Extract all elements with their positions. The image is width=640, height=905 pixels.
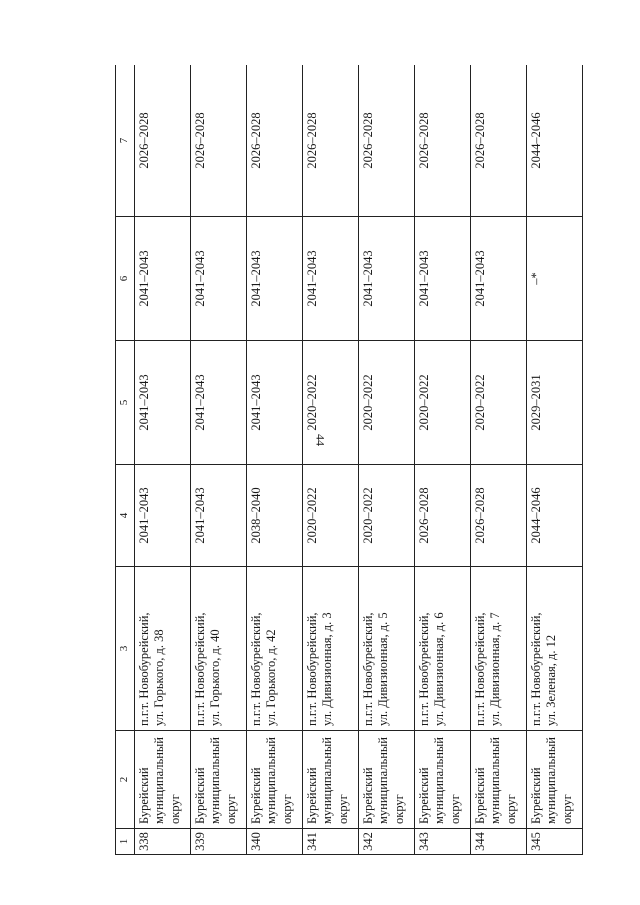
address-street: ул. Дивизионная, д. 5 <box>376 612 391 726</box>
period-cell-4: 2020–2022 <box>358 465 414 567</box>
address-settlement: п.г.т. Новобурейский, <box>304 612 319 726</box>
address-street: ул. Дивизионная, д. 6 <box>432 612 447 726</box>
district-cell: Бурейский муниципальный округ <box>526 731 582 829</box>
row-number: 339 <box>190 829 246 855</box>
row-number: 342 <box>358 829 414 855</box>
address-street: ул. Горького, д. 42 <box>264 629 279 726</box>
address-settlement: п.г.т. Новобурейский, <box>528 612 543 726</box>
district-cell: Бурейский муниципальный округ <box>190 731 246 829</box>
period-cell-5: 2020–2022 <box>302 341 358 465</box>
column-header-2: 2 <box>116 731 135 829</box>
period-cell-7: 2026–2028 <box>134 65 190 217</box>
period-cell-5: 2020–2022 <box>414 341 470 465</box>
period-cell-4: 2044–2046 <box>526 465 582 567</box>
address-settlement: п.г.т. Новобурейский, <box>136 612 151 726</box>
address-street: ул. Зеленая, д. 12 <box>544 634 559 726</box>
column-header-5: 5 <box>116 341 135 465</box>
address-cell <box>358 567 414 731</box>
period-cell-6: 2041–2043 <box>414 217 470 341</box>
table-row <box>358 65 414 855</box>
period-cell-6: 2041–2043 <box>302 217 358 341</box>
period-cell-6: 2041–2043 <box>358 217 414 341</box>
period-cell-7: 2026–2028 <box>358 65 414 217</box>
period-cell-6: 2041–2043 <box>190 217 246 341</box>
address-street: ул. Горького, д. 38 <box>152 629 167 726</box>
schedule-table <box>115 65 583 855</box>
address-cell <box>526 567 582 731</box>
table-row <box>470 65 526 855</box>
address-street: ул. Дивизионная, д. 7 <box>488 612 503 726</box>
period-cell-7: 2026–2028 <box>246 65 302 217</box>
table-row <box>526 65 582 855</box>
period-cell-7: 2026–2028 <box>302 65 358 217</box>
address-settlement: п.г.т. Новобурейский, <box>248 612 263 726</box>
period-cell-4: 2020–2022 <box>302 465 358 567</box>
address-cell <box>190 567 246 731</box>
district-cell: Бурейский муниципальный округ <box>414 731 470 829</box>
row-number: 344 <box>470 829 526 855</box>
address-cell <box>470 567 526 731</box>
period-cell-5: 2041–2043 <box>190 341 246 465</box>
address-cell <box>302 567 358 731</box>
period-cell-7: 2026–2028 <box>470 65 526 217</box>
address-settlement: п.г.т. Новобурейский, <box>416 612 431 726</box>
period-cell-6: –* <box>526 217 582 341</box>
page-number: 44 <box>313 434 328 446</box>
column-header-7: 7 <box>116 65 135 217</box>
column-header-6: 6 <box>116 217 135 341</box>
period-cell-7: 2044–2046 <box>526 65 582 217</box>
period-cell-4: 2026–2028 <box>470 465 526 567</box>
table-row <box>414 65 470 855</box>
address-street: ул. Дивизионная, д. 3 <box>320 612 335 726</box>
district-cell: Бурейский муниципальный округ <box>302 731 358 829</box>
table-row <box>246 65 302 855</box>
address-cell <box>414 567 470 731</box>
period-cell-4: 2041–2043 <box>190 465 246 567</box>
row-number: 340 <box>246 829 302 855</box>
table-row <box>302 65 358 855</box>
period-cell-4: 2038–2040 <box>246 465 302 567</box>
row-number: 341 <box>302 829 358 855</box>
column-header-4: 4 <box>116 465 135 567</box>
header-row <box>116 65 135 855</box>
period-cell-5: 2020–2022 <box>470 341 526 465</box>
row-number: 345 <box>526 829 582 855</box>
address-settlement: п.г.т. Новобурейский, <box>192 612 207 726</box>
row-number: 338 <box>134 829 190 855</box>
period-cell-6: 2041–2043 <box>246 217 302 341</box>
period-cell-5: 2029–2031 <box>526 341 582 465</box>
period-cell-5: 2020–2022 <box>358 341 414 465</box>
table-container <box>115 65 585 855</box>
address-cell <box>134 567 190 731</box>
period-cell-7: 2026–2028 <box>190 65 246 217</box>
table-row <box>134 65 190 855</box>
period-cell-5: 2041–2043 <box>134 341 190 465</box>
address-street: ул. Горького, д. 40 <box>208 629 223 726</box>
column-header-3: 3 <box>116 567 135 731</box>
address-cell <box>246 567 302 731</box>
period-cell-5: 2041–2043 <box>246 341 302 465</box>
address-settlement: п.г.т. Новобурейский, <box>472 612 487 726</box>
address-settlement: п.г.т. Новобурейский, <box>360 612 375 726</box>
district-cell: Бурейский муниципальный округ <box>134 731 190 829</box>
period-cell-4: 2041–2043 <box>134 465 190 567</box>
period-cell-6: 2041–2043 <box>470 217 526 341</box>
district-cell: Бурейский муниципальный округ <box>246 731 302 829</box>
district-cell: Бурейский муниципальный округ <box>358 731 414 829</box>
district-cell: Бурейский муниципальный округ <box>470 731 526 829</box>
period-cell-4: 2026–2028 <box>414 465 470 567</box>
table-row <box>190 65 246 855</box>
row-number: 343 <box>414 829 470 855</box>
period-cell-7: 2026–2028 <box>414 65 470 217</box>
rotated-table-area <box>115 65 585 855</box>
column-header-1: 1 <box>116 829 135 855</box>
period-cell-6: 2041–2043 <box>134 217 190 341</box>
